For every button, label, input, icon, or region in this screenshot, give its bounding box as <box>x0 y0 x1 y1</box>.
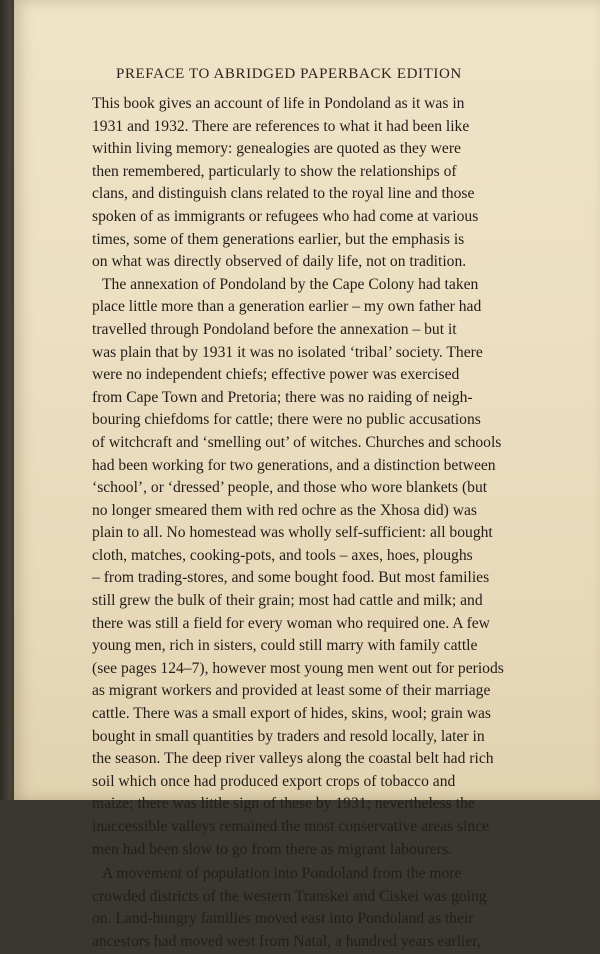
text-line: crowded districts of the western Transkei and Ciskei was going <box>92 887 487 905</box>
text-line: times, some of them generations earlier, but the emphasis is <box>92 230 465 248</box>
text-line: clans, and distinguish clans related to the royal line and those <box>92 185 475 203</box>
text-line: the season. The deep river valleys along the coastal belt had rich <box>92 750 494 768</box>
text-line: from Cape Town and Pretoria; there was no raiding of neigh- <box>92 388 473 406</box>
text-line: The annexation of Pondoland by the Cape Colony had taken <box>102 275 479 293</box>
text-line: as migrant workers and provided at least some of their marriage <box>92 682 491 700</box>
text-line: 1931 and 1932. There are references to what it had been like <box>92 117 470 135</box>
text-line: cloth, matches, cooking-pots, and tools – axes, hoes, ploughs <box>92 546 473 564</box>
text-line: bought in small quantities by traders and resold locally, later in <box>92 727 485 745</box>
body-text <box>92 93 600 954</box>
text-line: ancestors had moved west from Natal, a hundred years earlier, <box>92 932 481 950</box>
text-line: place little more than a generation earlier – my own father had <box>92 298 482 316</box>
text-line: still grew the bulk of their grain; most had cattle and milk; and <box>92 592 483 610</box>
text-line: within living memory: genealogies are quoted as they were <box>92 140 461 158</box>
text-line: cattle. There was a small export of hides, skins, wool; grain was <box>92 705 491 723</box>
text-line: no longer smeared them with red ochre as the Xhosa did) was <box>92 501 477 519</box>
text-line: spoken of as immigrants or refugees who had come at various <box>92 207 479 225</box>
text-line: on. Land-hungry families moved east into Pondoland as their <box>92 910 474 928</box>
text-line: men had been slow to go from there as migrant labourers. <box>92 840 452 858</box>
text-line: then remembered, particularly to show the relationships of <box>92 162 457 180</box>
text-line: maize; there was little sign of these by 1931; nevertheless the <box>92 795 475 813</box>
text-line: there was still a field for every woman who required one. A few <box>92 614 490 632</box>
text-line: – from trading-stores, and some bought food. But most families <box>92 569 490 587</box>
text-line: This book gives an account of life in Pondoland as it was in <box>92 95 465 112</box>
text-line: of witchcraft and ‘smelling out’ of witches. Churches and schools <box>92 433 502 451</box>
text-line: was plain that by 1931 it was no isolated ‘tribal’ society. There <box>92 343 483 361</box>
text-line: (see pages 124–7), however most young men went out for periods <box>92 659 504 677</box>
text-line: travelled through Pondoland before the annexation – but it <box>92 320 457 338</box>
text-line: were no independent chiefs; effective power was exercised <box>92 366 460 384</box>
page-heading: PREFACE TO ABRIDGED PAPERBACK EDITION <box>116 66 462 82</box>
text-line: A movement of population into Pondoland from the more <box>102 865 462 883</box>
text-line: had been working for two generations, and a distinction between <box>92 456 496 474</box>
text-line: ‘school’, or ‘dressed’ people, and those who wore blankets (but <box>92 479 488 497</box>
text-line: young men, rich in sisters, could still marry with family cattle <box>92 637 478 655</box>
text-line: soil which once had produced export crops of tobacco and <box>92 772 456 790</box>
text-line: plain to all. No homestead was wholly self-sufficient: all bought <box>92 524 493 542</box>
text-line: bouring chiefdoms for cattle; there were no public accusations <box>92 411 481 429</box>
text-line: on what was directly observed of daily life, not on tradition. <box>92 253 467 271</box>
text-line: inaccessible valleys remained the most conservative areas since <box>92 818 490 835</box>
